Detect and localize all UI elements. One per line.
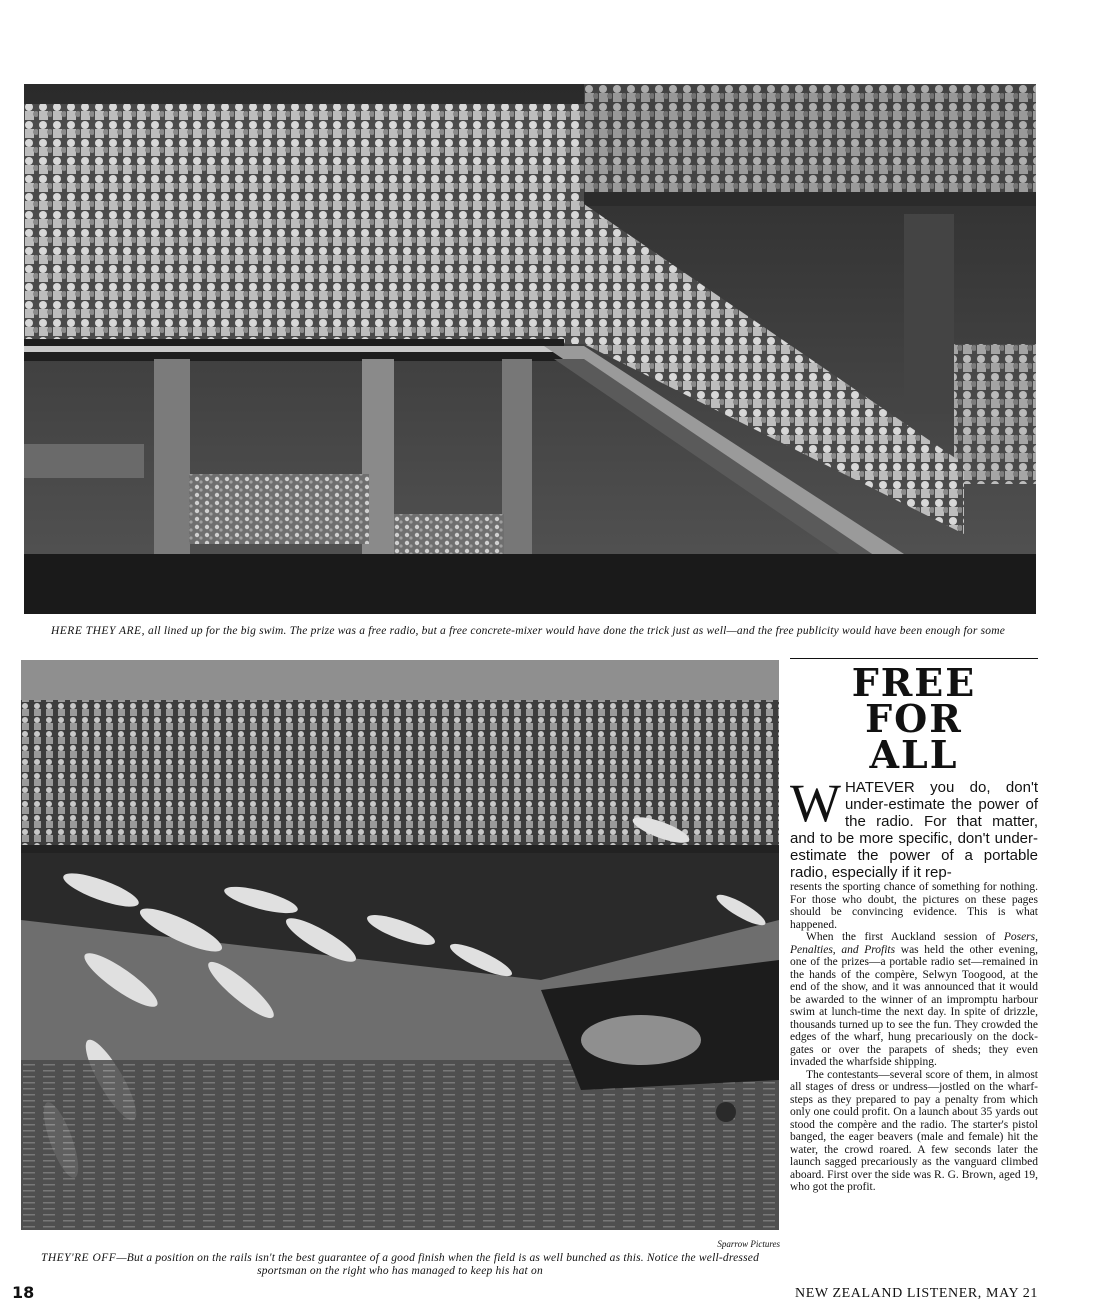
swimmers-diving-photo-drawing xyxy=(21,660,779,1230)
bottom-photo-caption xyxy=(18,1252,782,1278)
drop-cap: W xyxy=(790,773,841,833)
page-number: 18 xyxy=(12,1283,35,1302)
headline xyxy=(790,660,1038,777)
wharf-crowd-photo xyxy=(24,84,1036,614)
top-caption-lead: HERE THEY ARE, xyxy=(50,625,145,637)
bottom-caption-lead: THEY'RE OFF xyxy=(40,1252,117,1264)
top-caption-text: all lined up for the big swim. The prize was a free radio, but a free concrete-mixer would have done the trick just as well—and the free publicity would have been enough for some xyxy=(148,625,1006,637)
swimmers-diving-photo xyxy=(21,660,779,1230)
show-title: Posers, Penalties, and Profits xyxy=(790,931,1038,956)
paragraph-2-b: was held the other evening, one of the prizes—a portable radio set—remained in the hands of the compère, Selwyn Toogood, at the end of the show, and it was announced that it would be awarded to the winner of an impromptu harbour swim at lunch-time the next day. In spite of drizzle, thousands turned up to see the fun. They crowded the edges of the wharf, hung precariously on the dock-gates or over the parapets of sheds; they even invaded the wharfside shipping. xyxy=(790,943,1038,1068)
paragraph-2 xyxy=(790,931,1038,1069)
headline-line-1: FREE FOR xyxy=(851,660,977,741)
paragraph-1-continued: resents the sporting chance of something for nothing. For those who doubt, the pictures on these pages should be convincing evidence. This is what happened. xyxy=(790,881,1038,931)
lead-paragraph xyxy=(790,773,1038,881)
paragraph-3: The contestants—several score of them, in almost all stages of dress or undress—jostled on the wharf-steps as they prepared to pay a penalty from which only one could profit. On a launch about 35 yards out stood the compère and the radio. The starter's pistol banged, the eager beavers (male and female) hit the water, the crowd roared. A few seconds later the launch sagged precariously as the vanguard climbed aboard. First over the side was R. G. Brown, aged 19, who got the profit. xyxy=(790,1068,1038,1193)
headline-rule xyxy=(790,658,1038,659)
paragraph-2-a: When the first Auckland session of xyxy=(806,931,1004,943)
top-photo-caption xyxy=(18,625,1038,638)
bottom-caption-text: —But a position on the rails isn't the best guarantee of a good finish when the field is as well bunched as this. Notice the well-dressed sportsman on the right who has managed to keep his hat on xyxy=(116,1252,760,1277)
article-column xyxy=(790,658,1038,1194)
wharf-crowd-photo-drawing xyxy=(24,84,1036,614)
lead-text: HATEVER you do, don't under-estimate the power of the radio. For that matter, and to be more specific, don't under-estimate the power of a portable radio, especially if it rep- xyxy=(790,779,1038,881)
headline-line-2: ALL xyxy=(869,732,959,777)
photo-credit: Sparrow Pictures xyxy=(717,1239,780,1249)
publication-name: NEW ZEALAND LISTENER, xyxy=(794,1286,982,1301)
issue-date: MAY 21 xyxy=(986,1286,1038,1301)
running-footer xyxy=(784,1286,1038,1302)
